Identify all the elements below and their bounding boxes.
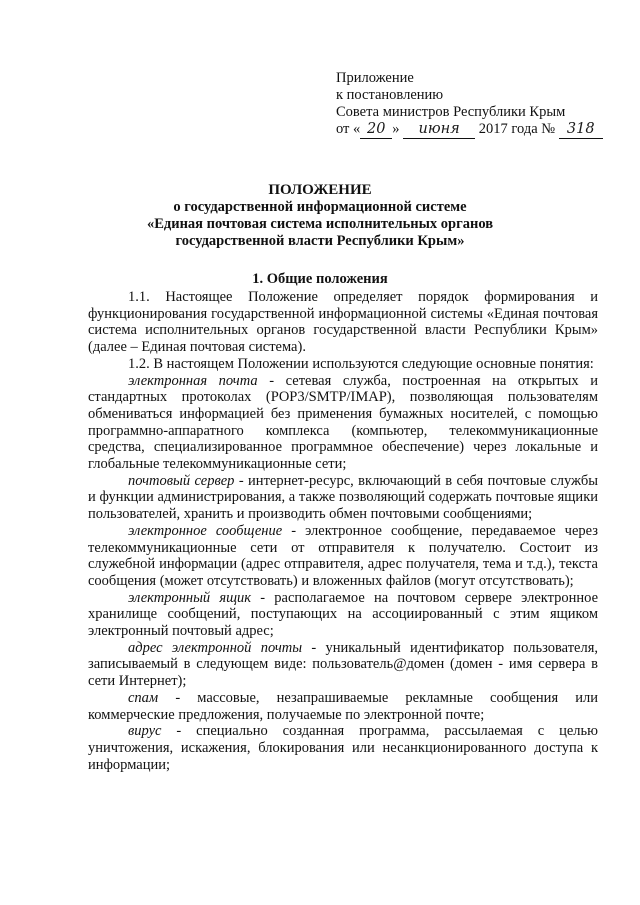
definition-item — [88, 473, 598, 523]
paragraph-1-2: 1.2. В настоящем Положении используются следующие основные понятия: — [128, 355, 594, 372]
appendix-line: к постановлению — [336, 87, 444, 103]
appendix-date-line — [336, 121, 626, 139]
definition-text: - интернет-ресурс, включающий в себя почтовые службы и функции администрирования, а также позволяющий содержать почтовые ящики пользователей, хранить и производить обмен почтовыми сообщениями; — [88, 472, 598, 523]
date-day: 20 — [360, 121, 392, 139]
definition-text: - электронное сообщение, передаваемое через телекоммуникационные сети от отправителя к получателю. Состоит из служебной информации (адрес отправителя, адрес получателя, тема и т.д.), текста сообщения (может отсутствовать) и вложенных файлов (могут отсутствовать); — [88, 522, 598, 589]
title-line: о государственной информационной системе — [173, 199, 467, 215]
definition-item — [88, 723, 598, 773]
document-body — [88, 289, 598, 773]
definition-term: спам — [128, 689, 159, 706]
definition-item — [88, 523, 598, 590]
definition-term: электронная почта — [128, 372, 258, 389]
title-line: «Единая почтовая система исполнительных органов — [146, 216, 494, 232]
definition-text: - специально созданная программа, рассылаемая с целью уничтожения, искажения, блокирования или несанкционированного доступа к информации; — [88, 723, 598, 773]
definition-term: адрес электронной почты — [128, 639, 303, 656]
appendix-line: Приложение — [336, 70, 414, 86]
appendix-block — [336, 70, 626, 139]
definition-item — [88, 640, 598, 690]
date-month: июня — [403, 121, 475, 139]
title-main: ПОЛОЖЕНИЕ — [268, 182, 372, 198]
definition-text: - массовые, незапрашиваемые рекламные сообщения или коммерческие предложения, получаемые по электронной почте; — [88, 689, 598, 723]
definition-text: - уникальный идентификатор пользователя, записываемый в следующем виде: пользователь@домен (домен - имя сервера в сети Интернет); — [88, 639, 599, 690]
section-heading: 1. Общие положения — [252, 271, 388, 287]
title-line: государственной власти Республики Крым» — [175, 233, 465, 249]
definition-item — [88, 373, 598, 473]
definition-text: - располагаемое на почтовом сервере электронное хранилище сообщений, поступающих на ассоциированный с этим ящиком электронный почтовый адрес; — [88, 589, 599, 640]
definition-term: электронный ящик — [128, 589, 252, 606]
date-prefix: от « — [336, 121, 361, 137]
document-number: 318 — [559, 121, 603, 139]
definition-term: электронное сообщение — [128, 522, 283, 539]
definition-term: вирус — [128, 723, 162, 740]
date-suffix: 2017 года № — [478, 121, 556, 137]
date-mid: » — [392, 121, 400, 137]
definition-term: почтовый сервер — [128, 472, 235, 489]
definition-item — [88, 590, 598, 640]
paragraph-1-1: 1.1. Настоящее Положение определяет порядок формирования и функционирования государственной информационной системы «Единая почтовая система исполнительных органов государственной власти Республики Крым» (далее – Единая почтовая система). — [88, 289, 598, 356]
appendix-line: Совета министров Республики Крым — [336, 104, 566, 120]
definition-item — [88, 690, 598, 723]
document-title — [90, 182, 550, 250]
definition-text: - сетевая служба, построенная на открытых и стандартных протоколах (POP3/SMTP/IMAP), позволяющая пользователям обмениваться информацией без применения бумажных носителей, с помощью программно-аппаратного комплекса (компьютер, телекоммуникационные средства, специализированное программное обеспечение) через локальные и глобальные телекоммуникационные сети; — [88, 372, 598, 473]
